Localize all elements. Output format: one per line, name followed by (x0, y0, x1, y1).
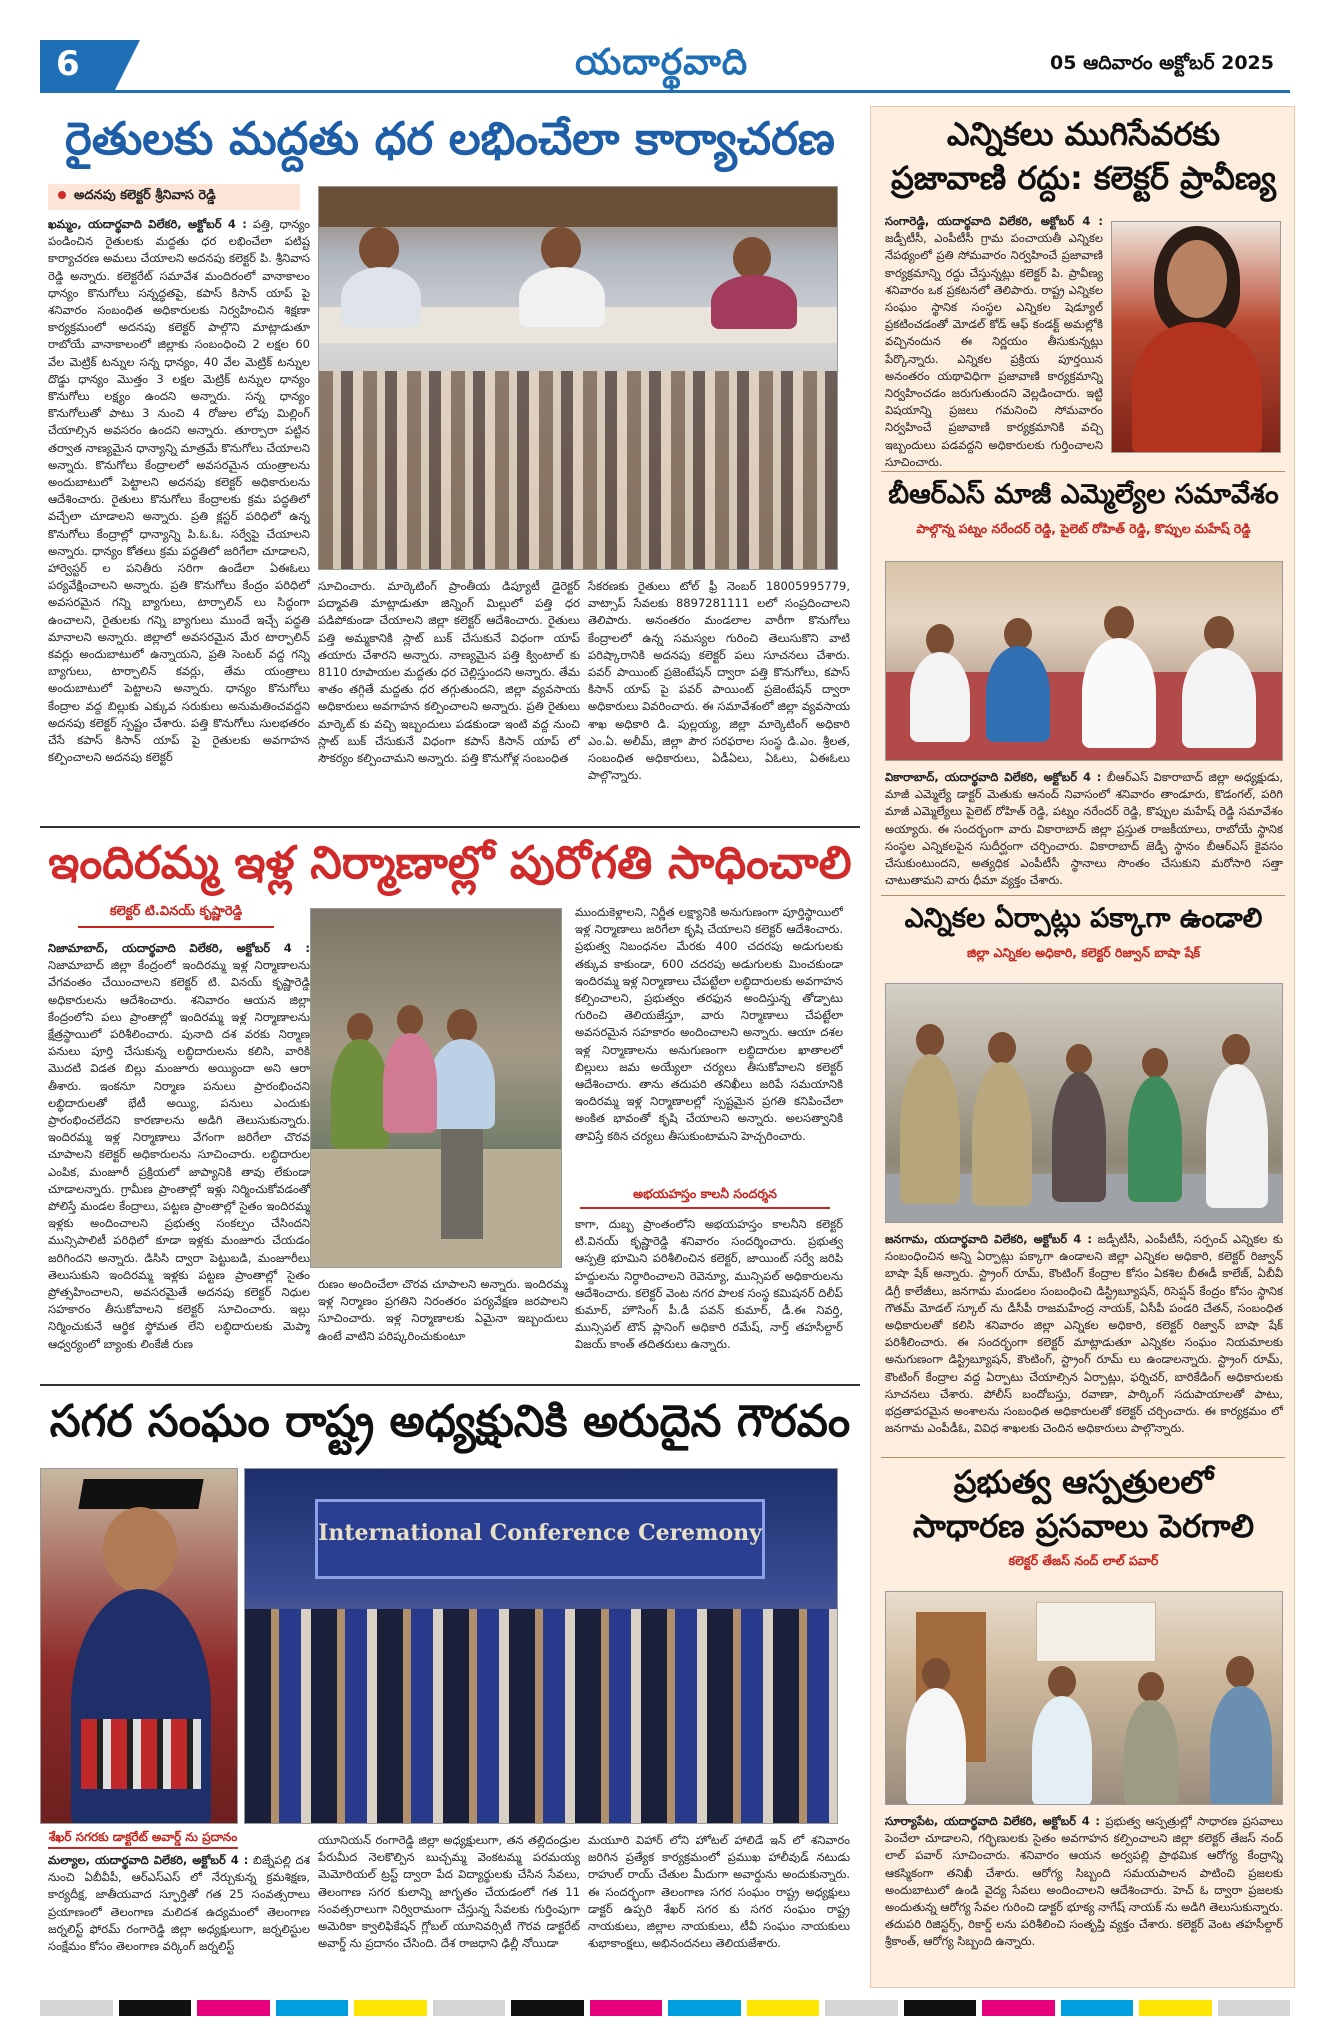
article1-byline-text: అదనపు కలెక్టర్ శ్రీనివాస రెడ్డి (74, 188, 216, 203)
article3-caption: శేఖర్ సగరకు డాక్టరేట్ అవార్డ్ ను ప్రదానం (48, 1830, 238, 1849)
person-head (1167, 240, 1227, 318)
banner-text: International Conference Ceremony (318, 1520, 762, 1546)
conference-banner (315, 1499, 765, 1579)
sidebar-story2-subhead: పాల్గొన్న పట్నం నరేందర్ రెడ్డి, పైలెట్ రోహిత్ రెడ్డి, కొప్పుల మహేష్ రెడ్డి (916, 521, 1251, 536)
article2-byline: కలెక్టర్ టి.వినయ్ కృష్ణారెడ్డి (78, 900, 274, 928)
official (1052, 1072, 1106, 1202)
person-body (910, 652, 970, 742)
article2-body-left-text: నిజామాబాద్ జిల్లా కేంద్రంలో ఇందిరమ్మ ఇళ్ల నిర్మాణాలను వేగవంతం చేయించాలని కలెక్టర్ టి. వినయ్ కృష్ణారెడ్డి అధికారులను ఆదేశించారు. శనివారం ఆయన జిల్లా కేంద్రంలోని పలు ప్రాంతాల్లో ఇందిరమ్మ ఇళ్ల నిర్మాణాలను క్షేత్రస్థాయిలో పరిశీలించారు. పునాది దశ వరకు నిర్మాణ పనులు పూర్తి చేసుకున్న లబ్ధిదారులను కలిసి, వారికి మొదటి విడత బిల్లు మంజూరు అయ్యిందా అని ఆరా తీశారు. ఇంకనూ నిర్మాణ పనులు ప్రారంభించని లబ్ధిదారులతో భేటీ అయ్యి, పనులు ఎందుకు ప్రారంభించలేదని కారణాలను అడిగి తెలుసుకున్నారు. ఇందిరమ్మ ఇళ్ల నిర్మాణాలు వేగంగా జరిగేలా చొరవ చూపాలని కలెక్టర్ అధికారులను సూచించారు. లబ్ధిదారుల ఎంపిక, మంజూరీ ప్రక్రియలో జాప్యానికి తావు లేకుండా చూడాలన్నారు. గ్రామీణ ప్రాంతాల్లో ఇళ్లు నిర్మించుకోవడంతో పోలిస్తే మండల కేంద్రాలు, పట్టణ ప్రాంతాల్లో సైతం ఇందిరమ్మ ఇళ్లకు అందించాలని ప్రభుత్వ సంకల్పం చేసిందని మున్సిపాలిటీ పరిధిలో కూడా ఇళ్లకు మంజూరు చేయడం జరిగిందని అన్నారు. డిసిసి ద్వారా పెట్టుబడి, మంజూరీలు తెలుసుకుని ఇందిరమ్మ ఇళ్లకు పట్టణ ప్రాంతాల్లో సైతం ప్రోత్సహించాలని, అవసరమైతే అదనపు కలెక్టర్ నిధుల సహకారం తీసుకోవాలని కలెక్టర్ సూచించారు. ఇల్లు నిర్మించుకునే ఆర్థిక స్థోమత లేని లబ్ధిదారులకు మెప్మా ఆధ్వర్యంలో బ్యాంకు లింకేజీ రుణ (48, 958, 310, 1351)
audience (319, 371, 838, 570)
article3-body-left-text: బిజ్నేపల్లి దశ నుంచి ఏబీవీపీ, ఆర్ఎస్ఎస్ లో నేర్చుకున్న క్రమశిక్షణ, కార్యదీక్ష, జాతీయవాద స్ఫూర్తితో గత 25 సంవత్సరాలు ప్రయాణంలో తెలంగాణ మలిదశ ఉద్యమంలో తెలంగాణ జర్నలిస్ట్ ఫోరమ్ రంగారెడ్డి జిల్లా అధ్యక్షులుగా, జర్నలిస్టుల సంక్షేమం కోసం తెలంగాణ వర్కింగ్ జర్నలిస్ట్ (48, 1853, 310, 1954)
official (1206, 1064, 1268, 1208)
person-body (986, 646, 1050, 742)
person-head (1104, 606, 1134, 640)
masthead (0, 36, 1329, 96)
sidebar-story3-headline: ఎన్నికల ఏర్పాట్లు పక్కాగా ఉండాలి (904, 903, 1263, 934)
sidebar-story3-photo (885, 983, 1283, 1223)
sidebar (870, 106, 1295, 1988)
sidebar-story4-subhead: కలెక్టర్ తేజస్ నంద్ లాల్ పవార్ (1008, 1553, 1159, 1568)
person-head (397, 1005, 423, 1035)
person-head (447, 1009, 477, 1043)
sidebar-story3-dateline: జనగామ, యదార్థవాది విలేకరి, అక్టోబర్ 4 : (885, 1232, 1092, 1246)
official (1128, 1076, 1182, 1202)
person-head (1048, 1666, 1076, 1698)
color-swatch (40, 2000, 113, 2016)
person-head (1142, 1048, 1168, 1078)
color-swatch (982, 2000, 1055, 2016)
graduates-row (245, 1609, 838, 1824)
page-number-tab (40, 40, 140, 90)
sidebar-story4-body (885, 1813, 1283, 1981)
article3-body-mid: యూనియన్ రంగారెడ్డి జిల్లా అధ్యక్షులుగా, తన తల్లిదండ్రుల పేరుమీద నెలకొల్పిన బుచ్చమ్మ వెంకటమ్మ పరమయ్య మెమోరియల్ ట్రస్ట్ ద్వారా పేద విద్యార్థులకు చేసిన సేవలు, తెలంగాణ సగర కులాన్ని జాగృతం చేయడంలో గత 11 సంవత్సరాలుగా నిర్విరామంగా చేస్తున్న సేవలకు గుర్తింపుగా అమెరికా క్వాలిఫికేషన్ గ్లోబల్ యూనివర్సిటీ గౌరవ డాక్టరేట్ అవార్డ్ ను ప్రదానం చేసింది. దేశ రాజధాని ఢిల్లీ నోయిడా (318, 1833, 580, 1951)
sidebar-story2-body-text: బీఆర్ఎస్ వికారాబాద్ జిల్లా అధ్యక్షుడు, మాజీ ఎమ్మెల్యే డాక్టర్ మెతుకు ఆనంద్ నివాసంలో శనివారం తాండూరు, కొడంగల్, పరిగి మాజీ ఎమ్మెల్యేలు పైలెట్ రోహిత్ రెడ్డి, పట్నం నరేందర్ రెడ్డి, కొప్పుల మహేష్ రెడ్డి సమావేశం అయ్యారు. ఈ సందర్భంగా వారు వికారాబాద్ జిల్లా ప్రస్తుత రాజకీయాలు, రాబోయే స్థానిక సంస్థల ఎన్నికలపైన సుదీర్ఘంగా చర్చించారు. వికారాబాద్ జెడ్పీ స్థానం బీఆర్ఎస్ కైవసం చేసుకుంటుందని, అత్యధిక ఎంపీటీసీ స్థానాలు సొంతం చేసుకుని మరోసారి సత్తా చాటుతామని వారు ధీమా వ్యక్తం చేశారు. (885, 770, 1283, 888)
color-swatch (825, 2000, 898, 2016)
person-head (1138, 1672, 1164, 1702)
person-head (1226, 1656, 1254, 1688)
sidebar-story3-body (885, 1231, 1283, 1451)
person-body (1182, 648, 1256, 748)
person-head (103, 1507, 177, 1593)
person-head (1204, 616, 1234, 650)
color-swatch (747, 2000, 820, 2016)
sidebar-story3-subhead: జిల్లా ఎన్నికల అధికారి, కలెక్టర్ రిజ్వాన్ బాషా షేక్ (966, 945, 1201, 960)
newspaper-logo: యదార్థవాది (575, 42, 749, 83)
person-head (733, 237, 771, 279)
article1-photo-meeting (318, 186, 838, 570)
person-head (541, 227, 581, 271)
sidebar-story2-dateline: వికారాబాద్, యదార్థవాది విలేకరి, అక్టోబర్ 4 : (885, 770, 1102, 784)
graduation-cap (78, 1479, 203, 1509)
article2-dateline: నిజామాబాద్, యదార్థవాది విలేకరి, అక్టోబర్ 4 : (48, 941, 310, 955)
person-body (711, 275, 797, 329)
sidebar-story2-body (885, 769, 1283, 889)
color-swatch (904, 2000, 977, 2016)
police-officer (900, 1054, 960, 1204)
sidebar-story2-headline: బీఆర్ఎస్ మాజీ ఎమ్మెల్యేల సమావేశం (888, 479, 1279, 510)
article3-headline: సగర సంఘం రాష్ట్ర అధ్యక్షునికి అరుదైన గౌరవం (49, 1396, 851, 1447)
sidebar-divider (881, 471, 1285, 472)
sidebar-story1-headline-line1: ఎన్నికలు ముగిసేవరకు (946, 115, 1221, 153)
sidebar-story1-photo (1111, 221, 1281, 453)
official (1210, 1686, 1272, 1805)
sidebar-story2-photo (885, 561, 1283, 761)
sidebar-story4-dateline: సూర్యాపేట, యదార్థవాది విలేకరి, అక్టోబర్ 4 : (885, 1814, 1100, 1828)
person-body (341, 267, 421, 327)
ground (311, 1149, 562, 1268)
masthead-rule (40, 90, 1290, 93)
color-swatch (119, 2000, 192, 2016)
person-head (359, 227, 399, 271)
article2-body-bottom: కాగా, దుబ్బ ప్రాంతంలోని అభయహస్తం కాలనీని కలెక్టర్ టి.వినయ్ కృష్ణారెడ్డి శనివారం సందర్శించారు. ప్రభుత్వ ఆస్పత్రి భూమిని పరిశీలించిన కలెక్టర్, జాయింట్ సర్వే జరిపి హద్దులను నిర్ధారించాలని రెవెన్యూ, మున్సిపల్ అధికారులను ఆదేశించారు. కలెక్టర్ వెంట నగర పాలక సంస్థ కమిషనర్ దిలీప్ కుమార్, హౌసింగ్ పీ.డీ పవన్ కుమార్, డీ.ఈ నివర్తి, మున్సిపల్ టౌన్ ప్లానింగ్ అధికారి రమేష్, నార్త్ తహసీల్దార్ విజయ్ కాంత్ తదితరులు ఉన్నారు. (575, 1217, 843, 1352)
notice-board (1036, 1602, 1156, 1662)
sidebar-story4-photo (885, 1591, 1283, 1805)
article1-body-left-text: పత్తి, ధాన్యం పండించిన రైతులకు మద్దతు ధర లభించేలా పటిష్ట కార్యాచరణ అమలు చేయాలని అదనపు కలెక్టర్ పి. శ్రీనివాస రెడ్డి అన్నారు. కలెక్టరేట్ సమావేశ మందిరంలో వానాకాలం ధాన్యం కొనుగోలు సన్నద్ధతపై, కపాస్ కిసాన్ యాప్ పై శనివారం సంబంధిత అధికారులకు నిర్వహించిన శిక్షణా కార్యక్రమంలో అదనపు కలెక్టర్ పాల్గొని మాట్లాడుతూ రాబోయే వానాకాలంలో జిల్లాకు సంబంధించి 2 లక్షల 60 వేల మెట్రిక్ టన్నుల సన్న ధాన్యం, 40 వేల మెట్రిక్ టన్నుల దొడ్డు ధాన్యం మొత్తం 3 లక్షల మెట్రిక్ టన్నుల ధాన్యం కొనుగోలు లక్ష్యం ఉందని అన్నారు. సన్న ధాన్యం కొనుగోలుతో పాటు 3 నుంచి 4 రోజుల లోపు మిల్లింగ్ చేయాల్సిన అవసరం ఉందని అన్నారు. తూర్పారా పట్టిన తర్వాత నాణ్యమైన ధాన్యాన్ని మాత్రమే కొనుగోలు చేయాలని అన్నారు. కొనుగోలు కేంద్రాలలో అవసరమైన యంత్రాలను అందుబాటులో పెట్టాలని అదనపు కలెక్టర్ అధికారులను ఆదేశించారు. రైతులు కొనుగోలు కేంద్రాలకు క్రమ పద్ధతిలో వచ్చేలా చూడాలని అన్నారు. ప్రతి క్లస్టర్ పరిధిలో ఉన్న కొనుగోలు కేంద్రాల్లో ధాన్యాన్ని పి.ఓ.ఓ. సర్వేపై చేయాలని అన్నారు. ధాన్యం కోతలు క్రమ పద్ధతిలో జరిగేలా చూడాలని, హార్వెస్టర్ ల పనితీరు సరిగా ఉండేలా ఏఈఓలు పర్యవేక్షించాలని అన్నారు. ప్రతి కొనుగోలు కేంద్రం పరిధిలో అవసరమైన గన్ని బ్యాగులు, టార్పాలిన్ లు సిద్ధంగా ఉంచాలని, రైతులకు గన్ని బ్యాగులు ముందే ఇచ్చే పద్ధతి మానాలని అన్నారు. జిల్లాలో అవసరమైన మేర టార్పాలిన్ కవర్లు అందుబాటులో ఉన్నాయని, ప్రతి సెంటర్ వద్ద గన్ని బ్యాగులు, టార్పాలిన్ కవర్లు, తేమ యంత్రాలు అందుబాటులో పెట్టాలని అన్నారు. ధాన్యం కొనుగోలు కేంద్రాల వద్ద బిల్లుకు ఎక్కువ సరుకులు అనుమతించవద్దని అదనపు కలెక్టర్ స్పష్టం చేశారు. పత్తి కొనుగోలు సులభతరం చేసే కపాస్ కిసాన్ యాప్ పై రైతులకు అవగాహన కల్పించాలని అదనపు కలెక్టర్ (48, 217, 310, 765)
article2-body-mid: రుణం అందించేలా చొరవ చూపాలని అన్నారు. ఇందిరమ్మ ఇళ్ల నిర్మాణం ప్రగతిని నిరంతరం పర్యవేక్షణ జరపాలని సూచించారు. ఇళ్ల నిర్మాణాలకు ఏమైనా ఇబ్బందులు ఉంటే వాటిని పరిష్కరించుకుంటూ (318, 1277, 568, 1343)
article1-byline (48, 184, 300, 210)
police-officer (972, 1062, 1032, 1206)
person-body (1132, 322, 1262, 453)
article2-body-right: ముందుకెళ్లాలని, నిర్ణీత లక్ష్యానికి అనుగుణంగా పూర్తిస్థాయిలో ఇళ్ల నిర్మాణాలు జరిగేలా కృషి చేయాలని కలెక్టర్ ఆదేశించారు. ప్రభుత్వ నిబంధనల మేరకు 400 చదరపు అడుగులకు తక్కువ కాకుండా, 600 చదరపు అడుగులకు మించకుండా ఇందిరమ్మ ఇళ్ల నిర్మాణాలు చేపట్టేలా లబ్ధిదారులకు అవగాహన కల్పించాలని, ప్రభుత్వం తరఫున అందిస్తున్న తోడ్పాటు గురించి తెలియజేస్తూ, వారు నిర్మాణాలు చేపట్టేలా అవసరమైన సహకారం అందించాలని అన్నారు. ఆయా దశల ఇళ్ల నిర్మాణాలను అనుగుణంగా లబ్ధిదారుల ఖాతాలలో బిల్లులు జమ అయ్యేలా చర్యలు తీసుకోవాలని కలెక్టర్ ఆదేశించారు. తాను తదుపరి తనిఖీలు జరిపే సమయానికి ఇందిరమ్మ ఇళ్ల నిర్మాణాలల్లో స్పష్టమైన ప్రగతి కనిపించేలా అంకిత భావంతో కృషి చేయాలని అన్నారు. అలసత్వానికి తావిస్తే కఠిన చర్యలు తీసుకుంటామని హెచ్చరించారు. (575, 905, 843, 1143)
sidebar-story1-dateline: సంగారెడ్డి, యదార్థవాది విలేకరి, అక్టోబర్ 4 : (885, 214, 1103, 228)
sidebar-story3-body-text: జడ్పీటీసీ, ఎంపీటీసీ, సర్పంచ్ ఎన్నికల కు సంబంధించిన అన్ని ఏర్పాట్లు పక్కాగా ఉండాలని జిల్లా ఎన్నికల అధికారి, కలెక్టర్ రిజ్వాన్ బాషా షేక్ అన్నారు. స్ట్రాంగ్ రూమ్, కౌంటింగ్ కేంద్రాల కోసం ఏకశిల బీఈడీ కాలేజ్, ఏబీవీ డిగ్రీ కాలేజీలు, జనగామ మండలం సంబంధించి డిస్ట్రిబ్యూషన్, రిసెప్షన్ కేంద్రం కోసం స్థానిక గౌతమ్ మోడల్ స్కూల్ ను డీసీపీ రాజమహేంద్ర నాయక్, ఏసీపీ పండరి చేతన్, సంబంధిత అధికారులతో కలిసి శనివారం జిల్లా ఎన్నికల అధికారి, కలెక్టర్ రిజ్వాన్ బాషా షేక్ పరిశీలించారు. ఈ సందర్భంగా కలెక్టర్ మాట్లాడుతూ ఎన్నికల సంఘం నియమాలకు అనుగుణంగా డిస్ట్రిబ్యూషన్, కౌంటింగ్, స్ట్రాంగ్ రూమ్ లు ఉండాలన్నారు. స్ట్రాంగ్ రూమ్, కౌంటింగ్ కేంద్రాల వద్ద ఏర్పాటు చేయాల్సిన ఏర్పాట్లు, ఫర్నిచర్, బారికేడింగ్ అధికారులకు సూచనలు చేశారు. పోలీస్ బందోబస్తు, రవాణా, పార్కింగ్ సదుపాయాలతో పాటు, భద్రతాపరమైన అంశాలను సంబంధిత అధికారులతో కలెక్టర్ చర్చించారు. ఈ కార్యక్రమం లో జనగామ ఎంపీడీఓ, వివిధ శాఖలకు చెందిన అధికారులు పాల్గొన్నారు. (885, 1232, 1283, 1436)
person-body (519, 267, 605, 327)
color-swatch (1218, 2000, 1291, 2016)
article3-body-right: మయూరి విహార్ లోని హోటల్ హాలిడే ఇన్ లో శనివారం జరిగిన ప్రత్యేక కార్యక్రమంలో ప్రముఖ హాలీవుడ్ నటుడు రాహుల్ రాయ్ చేతుల మీదుగా అవార్డును అందుకున్నారు. ఈ సందర్భంగా తెలంగాణ సగర సంఘం రాష్ట్ర అధ్యక్షులు డాక్టర్ ఉప్పరి శేఖర్ సగర కు సగర సంఘం రాష్ట్ర నాయకులు, జిల్లాల నాయకులు, టీవీ సంఘం నాయకులు శుభాకాంక్షలు, అభినందనలు తెలియజేశారు. (588, 1833, 850, 1951)
sidebar-divider (881, 1457, 1285, 1458)
page-number: 6 (56, 44, 80, 84)
color-swatch (590, 2000, 663, 2016)
doctor (906, 1688, 966, 1805)
person-body (1082, 638, 1156, 748)
article3-body-left (48, 1852, 310, 1984)
article1-dateline: ఖమ్మం, యదార్థవాది విలేకరి, అక్టోబర్ 4 : (48, 217, 247, 231)
stage-backdrop (319, 187, 838, 227)
color-swatch (354, 2000, 427, 2016)
article3-photo-group (244, 1468, 838, 1824)
sidebar-story4-body-text: ప్రభుత్వ ఆస్పత్రుల్లో సాధారణ ప్రసవాలు పెంచేలా చూడాలని, గర్భిణులకు సైతం అవగాహన కల్పించాలని జిల్లా కలెక్టర్ తేజస్ నంద్ లాల్ పవార్ సూచించారు. శనివారం ఆయన అర్వపల్లి ప్రాథమిక ఆరోగ్య కేంద్రాన్ని ఆకస్మికంగా తనిఖీ చేశారు. ఆరోగ్య సిబ్బంది సమయపాలన పాటించి ప్రజలకు అందుబాటులో ఉండి వైద్య సేవలు అందించాలని ఆదేశించారు. హెచ్ ఓ ద్వారా ప్రజలకు అందుతున్న ఆరోగ్య సేవల గురించి డాక్టర్ భూక్య నాగేష్ నాయక్ ను అడిగి తెలుసుకున్నారు. తదుపరి రిజిస్టర్స్, రికార్డ్ లను పరిశీలించి సంతృప్తి వ్యక్తం చేశారు. కలెక్టర్ వెంట తహసీల్దార్ శ్రీకాంత్, ఆరోగ్య సిబ్బంది ఉన్నారు. (885, 1814, 1283, 1949)
collector-figure (429, 1039, 495, 1129)
color-swatch (668, 2000, 741, 2016)
sidebar-story1-headline-line2: ప్రజావాణి రద్దు: కలెక్టర్ ప్రావీణ్య (891, 159, 1276, 197)
color-swatch (1139, 2000, 1212, 2016)
bystander (383, 1033, 437, 1133)
article1-body-right: సేకరణకు రైతులు టోల్ ఫ్రీ నెంబర్ 18005995779, వాట్సాప్ సేవలకు 8897281111 లలో సంప్రదించాలని తెలిపారు. అనంతరం మండలాల వారీగా కొనుగోలు కేంద్రాలలో ఉన్న సమస్యల గురించి తెలుసుకొని వాటి పరిష్కారానికి అదనపు కలెక్టర్ పలు సూచనలు చేశారు. పవర్ పాయింట్ ప్రజెంటేషన్ ద్వారా పత్తి కొనుగోలు, కపాస్ కిసాన్ యాప్ పై పవర్ పాయింట్ ప్రజెంటేషన్ ద్వారా అధికారులు వివరించారు. ఈ సమావేశంలో జిల్లా వ్యవసాయ శాఖ అధికారి డి. పుల్లయ్య, జిల్లా మార్కెటింగ్ అధికారి ఎం.ఏ. అలీమ్, జిల్లా పౌర సరఫరాల సంస్థ డి.ఎం. శ్రీలత, సంబంధిత అధికారులు, ఏడీఏలు, ఏఓలు, ఏఈఓలు పాల్గొన్నారు. (588, 579, 850, 783)
bullet-icon (58, 191, 66, 199)
person-head (988, 1032, 1016, 1064)
person-head (1222, 1034, 1250, 1066)
article-divider (40, 1384, 860, 1386)
person-head (916, 1024, 944, 1056)
microphones (81, 1719, 201, 1789)
article1-headline: రైతులకు మద్దతు ధర లభించేలా కార్యాచరణ (65, 112, 835, 165)
color-swatch (511, 2000, 584, 2016)
color-swatch (433, 2000, 506, 2016)
print-color-bar (40, 2000, 1290, 2016)
article1-body-mid: సూచించారు. మార్కెటింగ్ ప్రాంతీయ డిప్యూటీ డైరెక్టర్ పద్మావతి మాట్లాడుతూ జిన్నింగ్ మిల్లులో పత్తి ధర పడిపోకుండా చేయాలని జిల్లా కలెక్టర్ ఆదేశించారు. రైతులు పత్తి అమ్మకానికి స్లాట్ బుక్ చేసుకునే విధంగా యాప్ తయారు చేశారని అన్నారు. నాణ్యమైన పత్తి క్వింటాల్ కు 8110 రూపాయల మద్దతు ధర చెల్లిస్తుందని అన్నారు. తేమ శాతం తగ్గితే మద్దతు ధర తగ్గుతుందని, జిల్లా వ్యవసాయ అధికారులు అవగాహన కల్పించాలని అన్నారు. ప్రతి రైతులు మార్కెట్ కు వచ్చి ఇబ్బందులు పడకుండా ఇంటి వద్ద నుంచి స్లాట్ బుక్ చేసుకునే విధంగా కపాస్ కిసాన్ యాప్ లో సౌకర్యం కల్పించామని అన్నారు. పత్తి కొనుగోళ్ల సంబంధిత (318, 579, 580, 766)
sidebar-story1-body-text: జడ్పీటీసీ, ఎంపీటీసీ గ్రామ పంచాయతీ ఎన్నికల నేపథ్యంలో ప్రతి సోమవారం నిర్వహించే ప్రజావాణి కార్యక్రమాన్ని రద్దు చేస్తున్నట్లు కలెక్టర్ పి. ప్రావీణ్య శనివారం ఒక ప్రకటనలో తెలిపారు. రాష్ట్ర ఎన్నికల సంఘం స్థానిక సంస్థల ఎన్నికల షెడ్యూల్ ప్రకటించడంతో మోడల్ కోడ్ ఆఫ్ కండక్ట్ అమల్లోకి వచ్చినందున ఈ నిర్ణయం తీసుకున్నట్లు పేర్కొన్నారు. ఎన్నికల ప్రక్రియ పూర్తయిన అనంతరం యథావిధిగా ప్రజావాణి కార్యక్రమాన్ని నిర్వహించడం జరుగుతుందని వెల్లడించారు. ఇట్టి విషయాన్ని ప్రజలు గమనించి సోమవారం నిర్వహించే ప్రజావాణి కార్యక్రమానికి వచ్చి ఇబ్బందులు పడవద్దని అధికారులకు గుర్తించాలని సూచించారు. (885, 231, 1103, 469)
collector-figure (1032, 1696, 1092, 1805)
sidebar-story4-headline-line1: ప్రభుత్వ ఆస్పత్రులలో (953, 1463, 1214, 1501)
color-swatch (197, 2000, 270, 2016)
sidebar-divider (881, 895, 1285, 896)
article3-photo-portrait (40, 1468, 238, 1824)
bystander (331, 1039, 389, 1149)
issue-date: 05 ఆదివారం అక్టోబర్ 2025 (1050, 52, 1274, 74)
person-head (1066, 1044, 1092, 1074)
sidebar-story4-headline-line2: సాధారణ ప్రసవాలు పెరగాలి (912, 1507, 1255, 1545)
article2-headline: ఇందిరమ్మ ఇళ్ల నిర్మాణాల్లో పురోగతి సాధించాలి (48, 836, 852, 889)
color-swatch (276, 2000, 349, 2016)
article3-dateline: మల్యాల, యదార్థవాది విలేకరి, అక్టోబర్ 4 : (48, 1853, 249, 1867)
collector-legs (441, 1129, 483, 1239)
article-divider (40, 826, 860, 828)
article2-photo-site (310, 908, 562, 1268)
person-head (922, 1658, 950, 1690)
article2-subhead: అభయహస్తం కాలనీ సందర్శన (580, 1186, 830, 1209)
official (1124, 1700, 1178, 1805)
color-swatch (1061, 2000, 1134, 2016)
